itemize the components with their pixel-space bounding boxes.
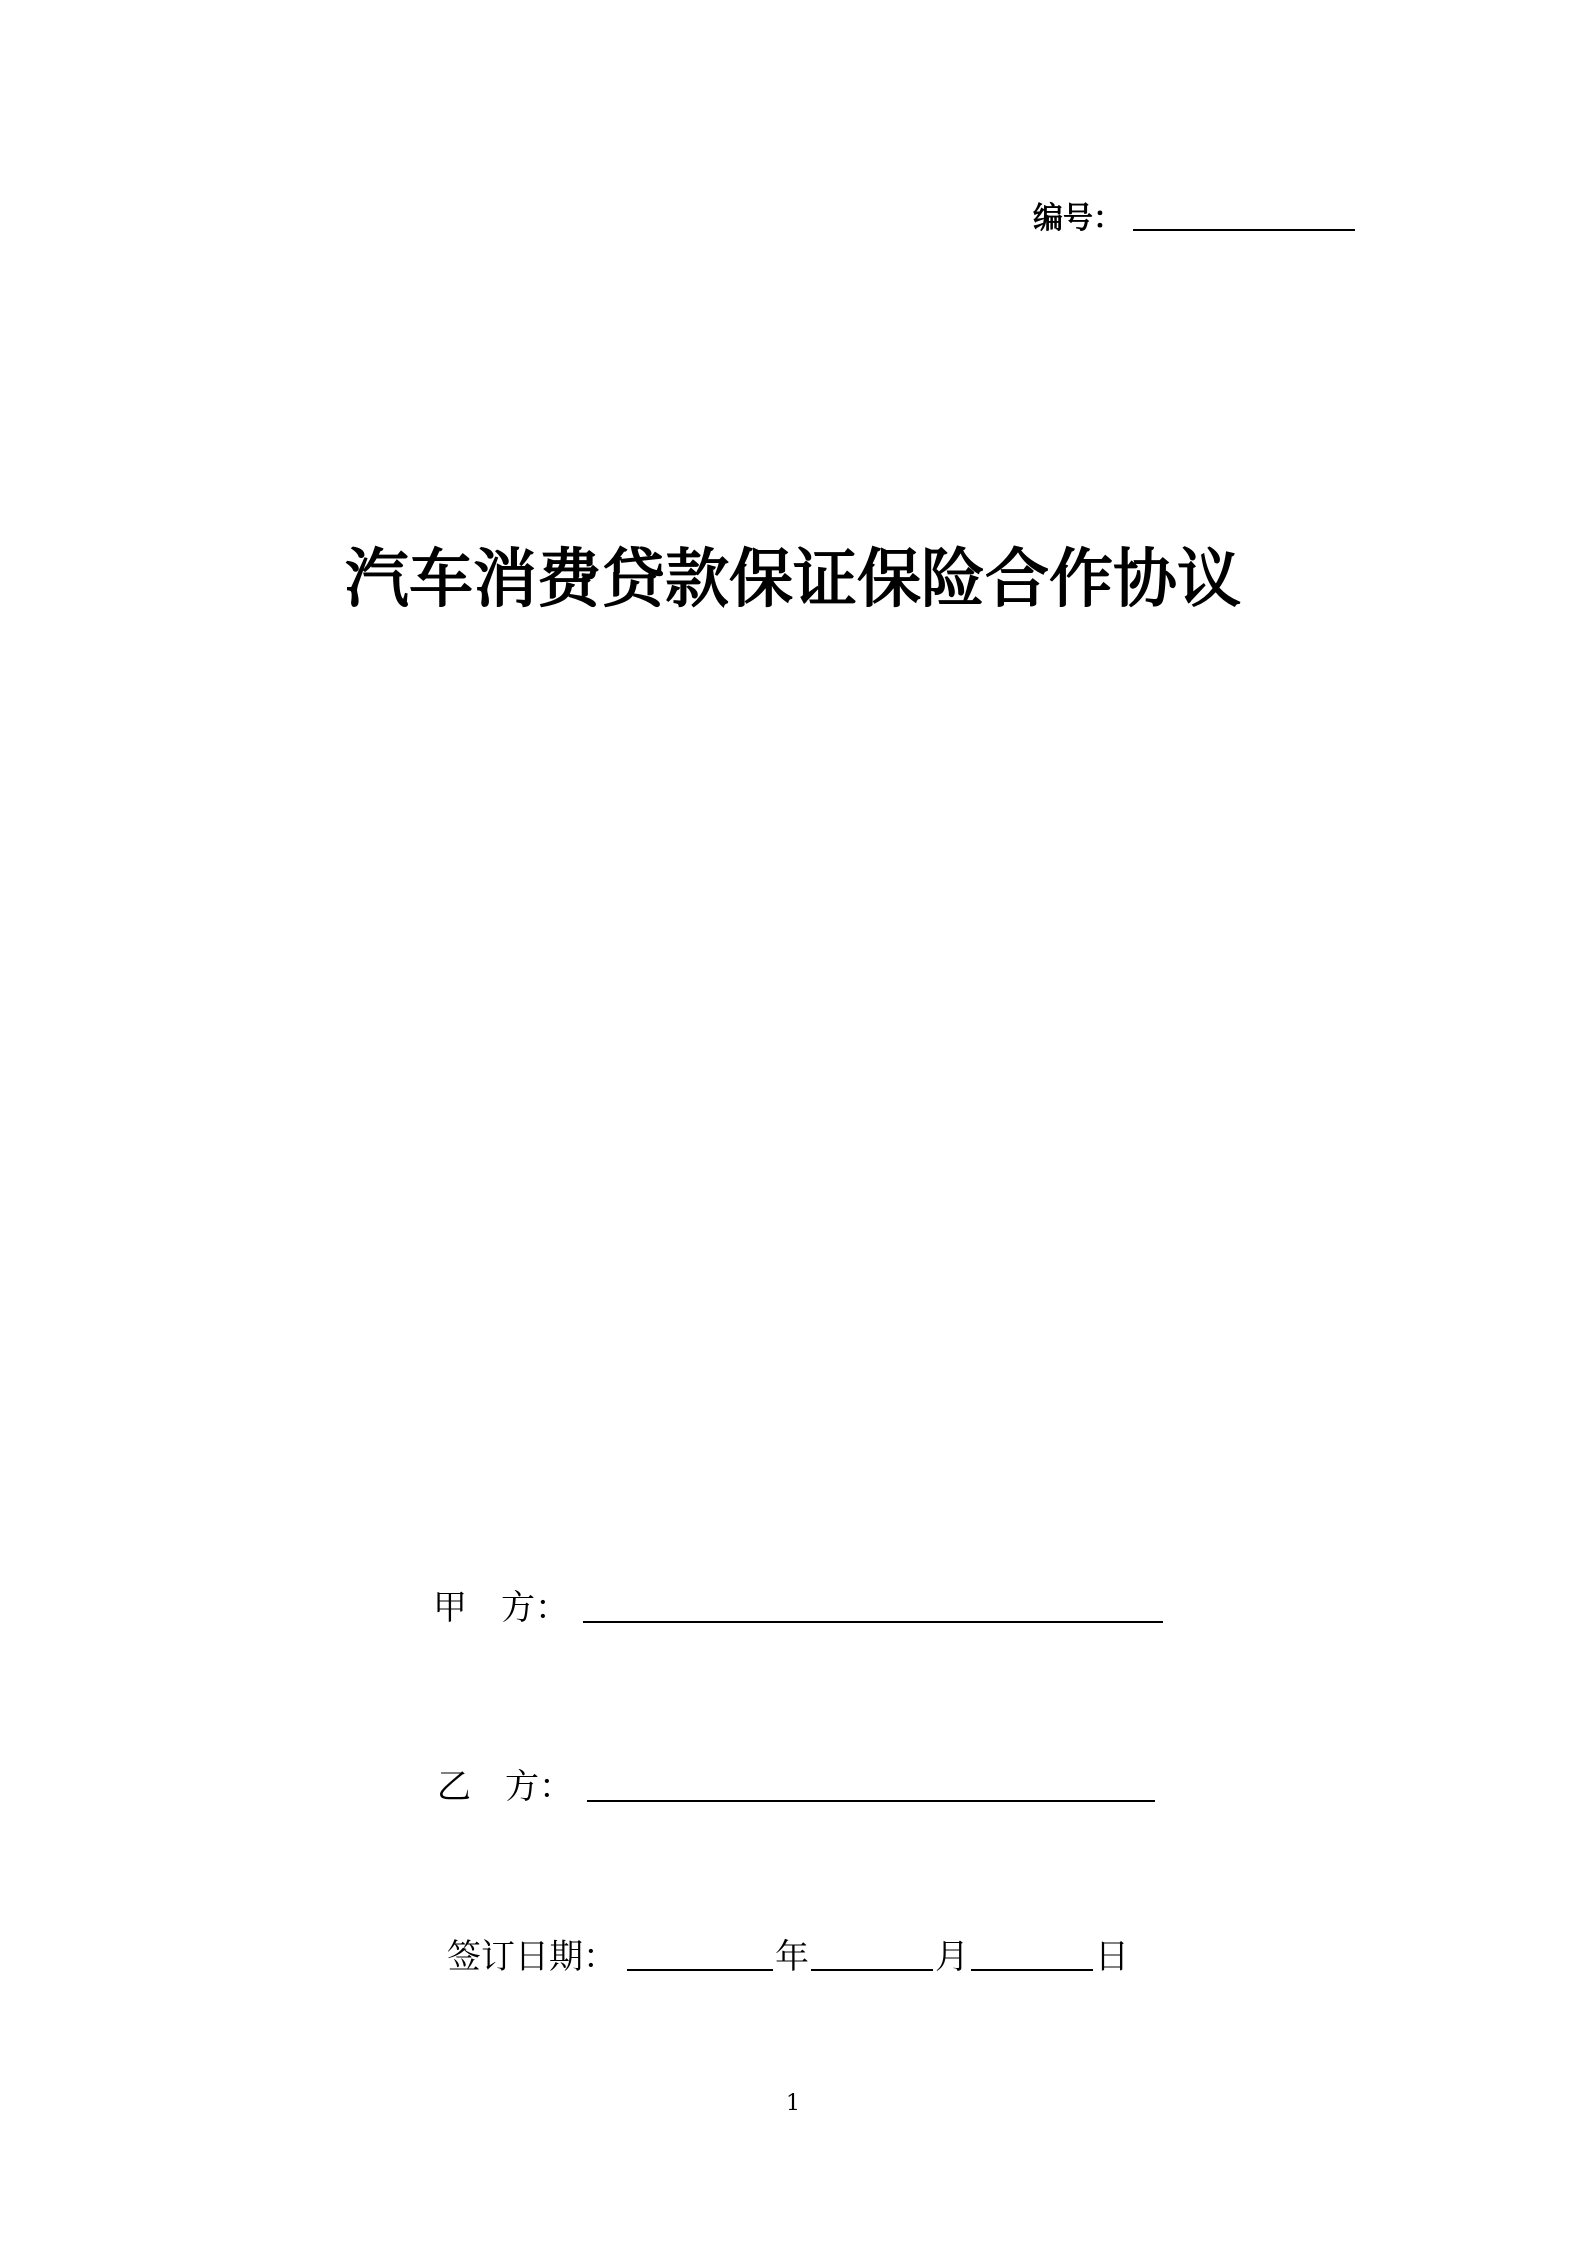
party-b-label: 乙 方： — [437, 1767, 573, 1807]
month-blank — [811, 1969, 933, 1971]
serial-number-blank — [1133, 229, 1355, 231]
party-b-field — [437, 1762, 1155, 1808]
year-label: 年 — [775, 1937, 809, 1977]
day-label: 日 — [1095, 1937, 1129, 1977]
day-blank — [971, 1969, 1093, 1971]
party-a-label: 甲 方： — [433, 1588, 569, 1628]
page-number: 1 — [786, 2091, 800, 2116]
serial-number-label: 编号： — [1033, 201, 1123, 236]
serial-number-field — [1033, 193, 1355, 237]
signing-date-label: 签订日期： — [447, 1937, 617, 1977]
document-title: 汽车消费贷款保证保险合作协议 — [345, 543, 1241, 617]
year-blank — [627, 1969, 773, 1971]
party-a-blank — [583, 1621, 1163, 1623]
party-b-blank — [587, 1800, 1155, 1802]
party-a-field — [433, 1583, 1163, 1629]
month-label: 月 — [935, 1937, 969, 1977]
signing-date-field — [447, 1932, 1129, 1978]
